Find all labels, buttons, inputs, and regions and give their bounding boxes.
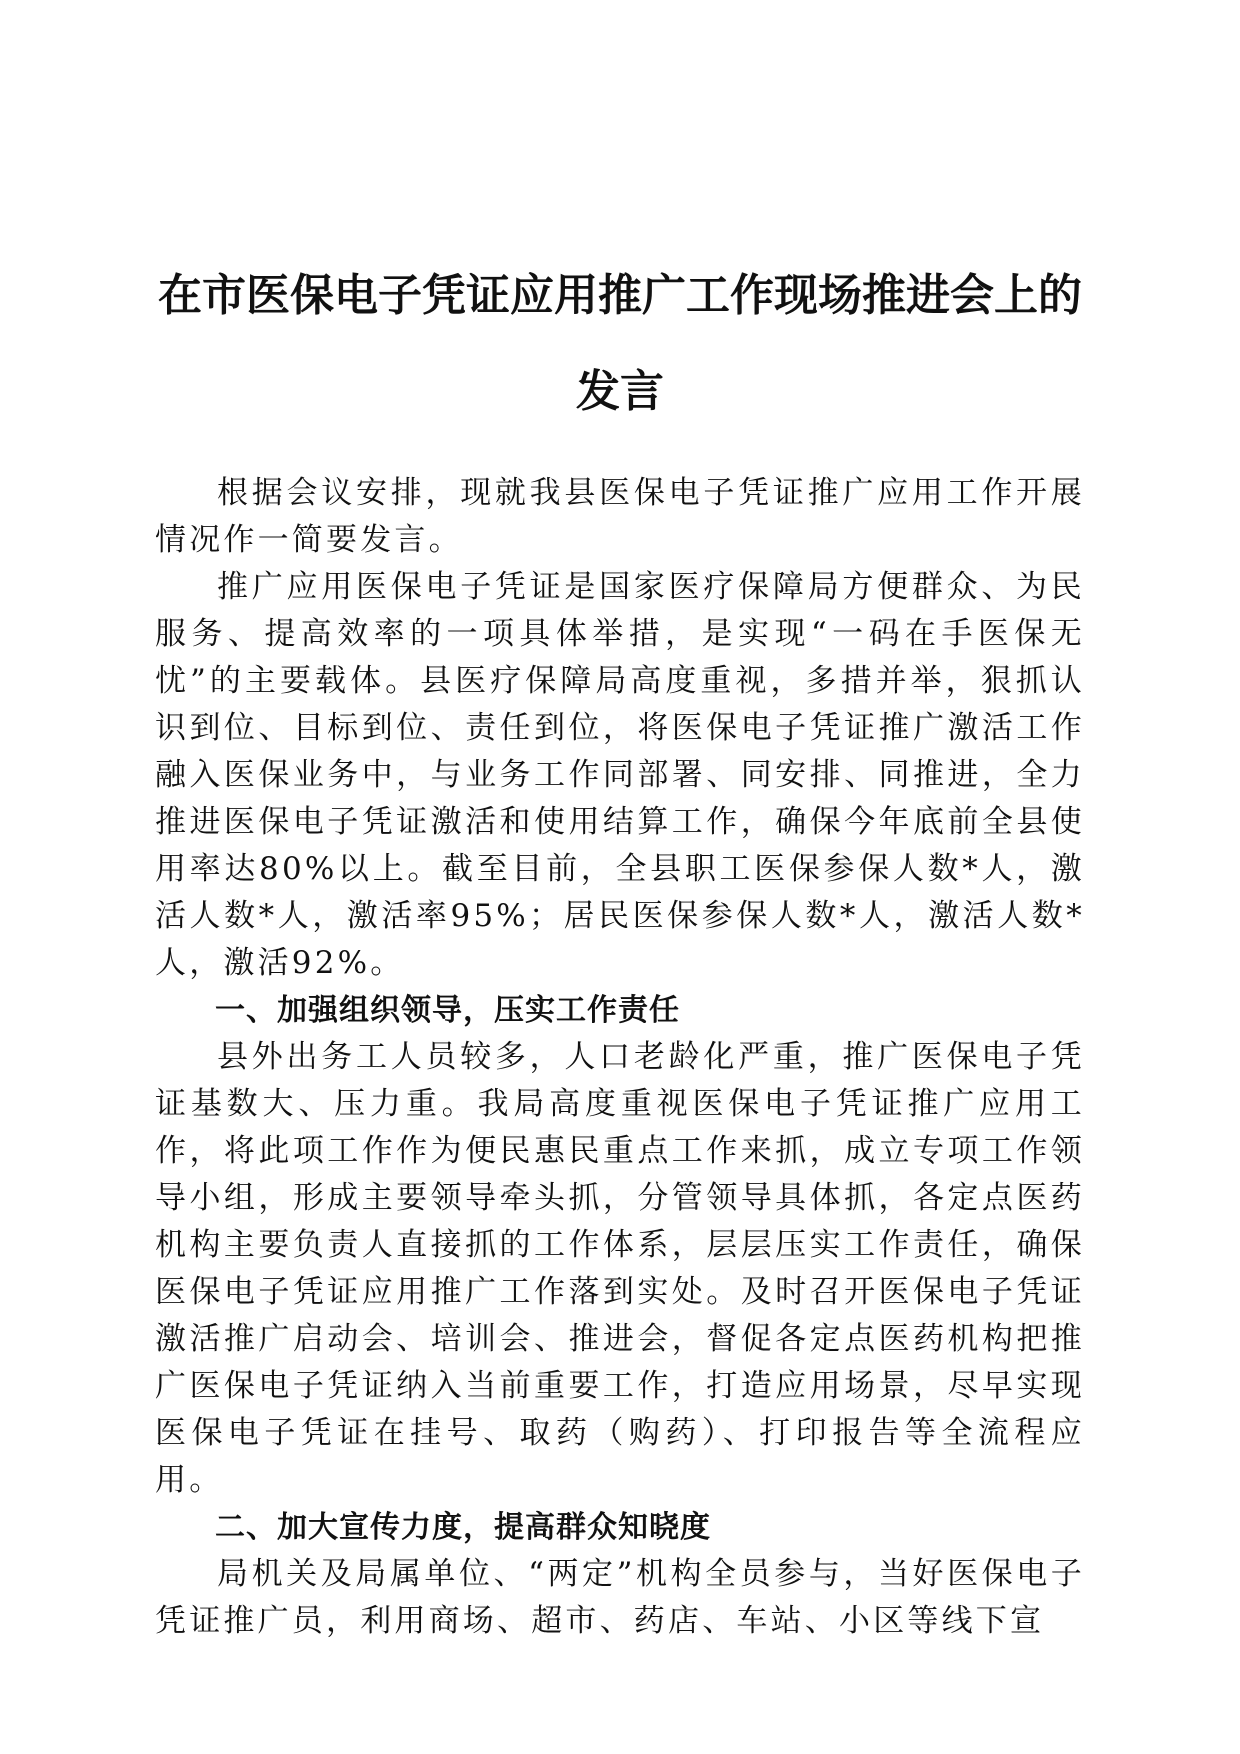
- document-body: [155, 470, 1085, 1645]
- section-heading-1: 一、加强组织领导，压实工作责任: [215, 993, 680, 1028]
- section-heading-2: 二、加大宣传力度，提高群众知晓度: [215, 1510, 711, 1545]
- document-title: 在市医保电子凭证应用推广工作现场推进会上的发言: [158, 270, 1082, 417]
- paragraph-section-2: 局机关及局属单位、“两定”机构全员参与，当好医保电子凭证推广员，利用商场、超市、药店、车站、小区等线下宣: [155, 1556, 1085, 1639]
- paragraph-overview: 推广应用医保电子凭证是国家医疗保障局方便群众、为民服务、提高效率的一项具体举措，是实现“一码在手医保无忧”的主要载体。县医疗保障局高度重视，多措并举，狠抓认识到位、目标到位、责任到位，将医保电子凭证推广激活工作融入医保业务中，与业务工作同部署、同安排、同推进，全力推进医保电子凭证激活和使用结算工作，确保今年底前全县使用率达80%以上。截至目前，全县职工医保参保人数*人，激活人数*人，激活率95%；居民医保参保人数*人，激活人数*人，激活92%。: [155, 569, 1085, 981]
- paragraph-intro: 根据会议安排，现就我县医保电子凭证推广应用工作开展情况作一简要发言。: [155, 475, 1085, 558]
- paragraph-section-1: 县外出务工人员较多，人口老龄化严重，推广医保电子凭证基数大、压力重。我局高度重视医保电子凭证推广应用工作，将此项工作作为便民惠民重点工作来抓，成立专项工作领导小组，形成主要领导牵头抓，分管领导具体抓，各定点医药机构主要负责人直接抓的工作体系，层层压实工作责任，确保医保电子凭证应用推广工作落到实处。及时召开医保电子凭证激活推广启动会、培训会、推进会，督促各定点医药机构把推广医保电子凭证纳入当前重要工作，打造应用场景，尽早实现医保电子凭证在挂号、取药（购药）、打印报告等全流程应用。: [155, 1039, 1085, 1498]
